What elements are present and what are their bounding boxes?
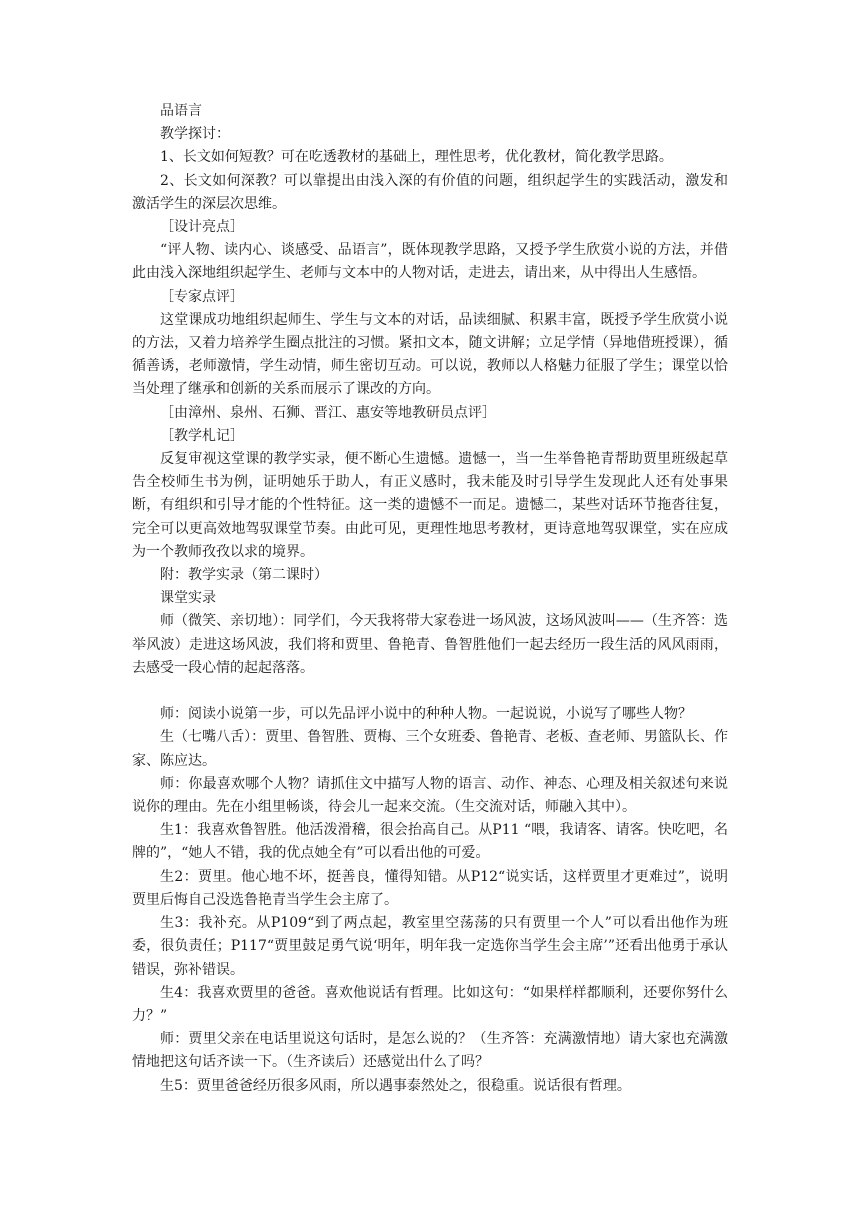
paragraph: 生1：我喜欢鲁智胜。他活泼滑稽，很会抬高自己。从P11 “喂，我请客、请客。快吃吧，名牌的”，“她人不错，我的优点她全有”可以看出他的可爱。 (132, 822, 728, 862)
paragraph: 1、长文如何短教？可在吃透教材的基础上，理性思考，优化教材，简化教学思路。 (160, 149, 673, 166)
paragraph: 师：你最喜欢哪个人物？请抓住文中描写人物的语言、动作、神态、心理及相关叙述句来说说你的理由。先在小组里畅谈，待会儿一起来交流。（生交流对话，师融入其中）。 (132, 775, 728, 816)
paragraph: 这堂课成功地组织起师生、学生与文本的对话，品读细腻、积累丰富，既授予学生欣赏小说的方法，又着力培养学生圈点批注的习惯。紧扣文本，随文讲解；立足学情（异地借班授课），循循善诱，老师激情，学生动情，师生密切互动。可以说，教师以人格魅力征服了学生；课堂以恰当处理了继承和创新的关系而展示了课改的方向。 (132, 311, 728, 398)
paragraph: 附：教学实录（第二课时） (160, 567, 328, 584)
paragraph: ［教学札记］ (160, 427, 244, 444)
paragraph: 师：贾里父亲在电话里说这句话时，是怎么说的？（生齐答：充满激情地）请大家也充满激情地把这句话齐读一下。（生齐读后）还感觉出什么了吗？ (132, 1031, 728, 1071)
paragraph: ［专家点评］ (160, 288, 244, 305)
paragraph: ［由漳州、泉州、石狮、晋江、惠安等地教研员点评］ (160, 404, 496, 421)
paragraph: 品语言 (160, 103, 202, 119)
paragraph: 2、长文如何深教？可以靠提出由浅入深的有价值的问题，组织起学生的实践活动，激发和激活学生的深层次思维。 (132, 172, 728, 212)
paragraph: 师（微笑、亲切地）：同学们，今天我将带大家卷进一场风波，这场风波叫——（生齐答：选举风波）走进这场风波，我们将和贾里、鲁艳青、鲁智胜他们一起去经历一段生活的风风雨雨，去感受一段心情的起起落落。 (132, 613, 728, 676)
paragraph: 生3：我补充。从P109“到了两点起，教室里空荡荡的只有贾里一个人”可以看出他作为班委，很负责任；P117“贾里鼓足勇气说‘明年，明年我一定选你当学生会主席’”还看出他勇于承认错误，弥补错误。 (132, 915, 728, 978)
paragraph: 师：阅读小说第一步，可以先品评小说中的种种人物。一起说说，小说写了哪些人物？ (160, 706, 692, 723)
paragraph: 反复审视这堂课的教学实录，便不断心生遗憾。遗憾一，当一生举鲁艳青帮助贾里班级起草告全校师生书为例，证明她乐于助人，有正义感时，我未能及时引导学生发现此人还有处事果断，有组织和引导才能的个性特征。这一类的遗憾不一而足。遗憾二，某些对话环节拖沓往复，完全可以更高效地驾驭课堂节奏。由此可见，更理性地思考教材，更诗意地驾驭课堂，实在应成为一个教师孜孜以求的境界。 (132, 451, 728, 560)
blank-line (132, 680, 728, 703)
document-page (132, 100, 728, 1098)
paragraph: 课堂实录 (160, 590, 216, 607)
paragraph: 教学探讨： (160, 126, 230, 143)
paragraph: “评人物、读内心、谈感受、品语言”，既体现教学思路，又授予学生欣赏小说的方法，并借此由浅入深地组织起学生、老师与文本中的人物对话，走进去，请出来，从中得出人生感悟。 (132, 242, 728, 282)
paragraph: 生4：我喜欢贾里的爸爸。喜欢他说话有哲理。比如这句：“如果样样都顺利，还要你努什么力？” (132, 984, 728, 1024)
paragraph: 生2：贾里。他心地不坏，挺善良，懂得知错。从P12“说实话，这样贾里才更难过”，说明贾里后悔自己没选鲁艳青当学生会主席了。 (132, 868, 728, 908)
paragraph: ［设计亮点］ (160, 219, 244, 236)
paragraph: 生（七嘴八舌）：贾里、鲁智胜、贾梅、三个女班委、鲁艳青、老板、查老师、男篮队长、作家、陈应达。 (132, 729, 728, 769)
paragraph: 生5：贾里爸爸经历很多风雨，所以遇事泰然处之，很稳重。说话很有哲理。 (160, 1077, 631, 1094)
